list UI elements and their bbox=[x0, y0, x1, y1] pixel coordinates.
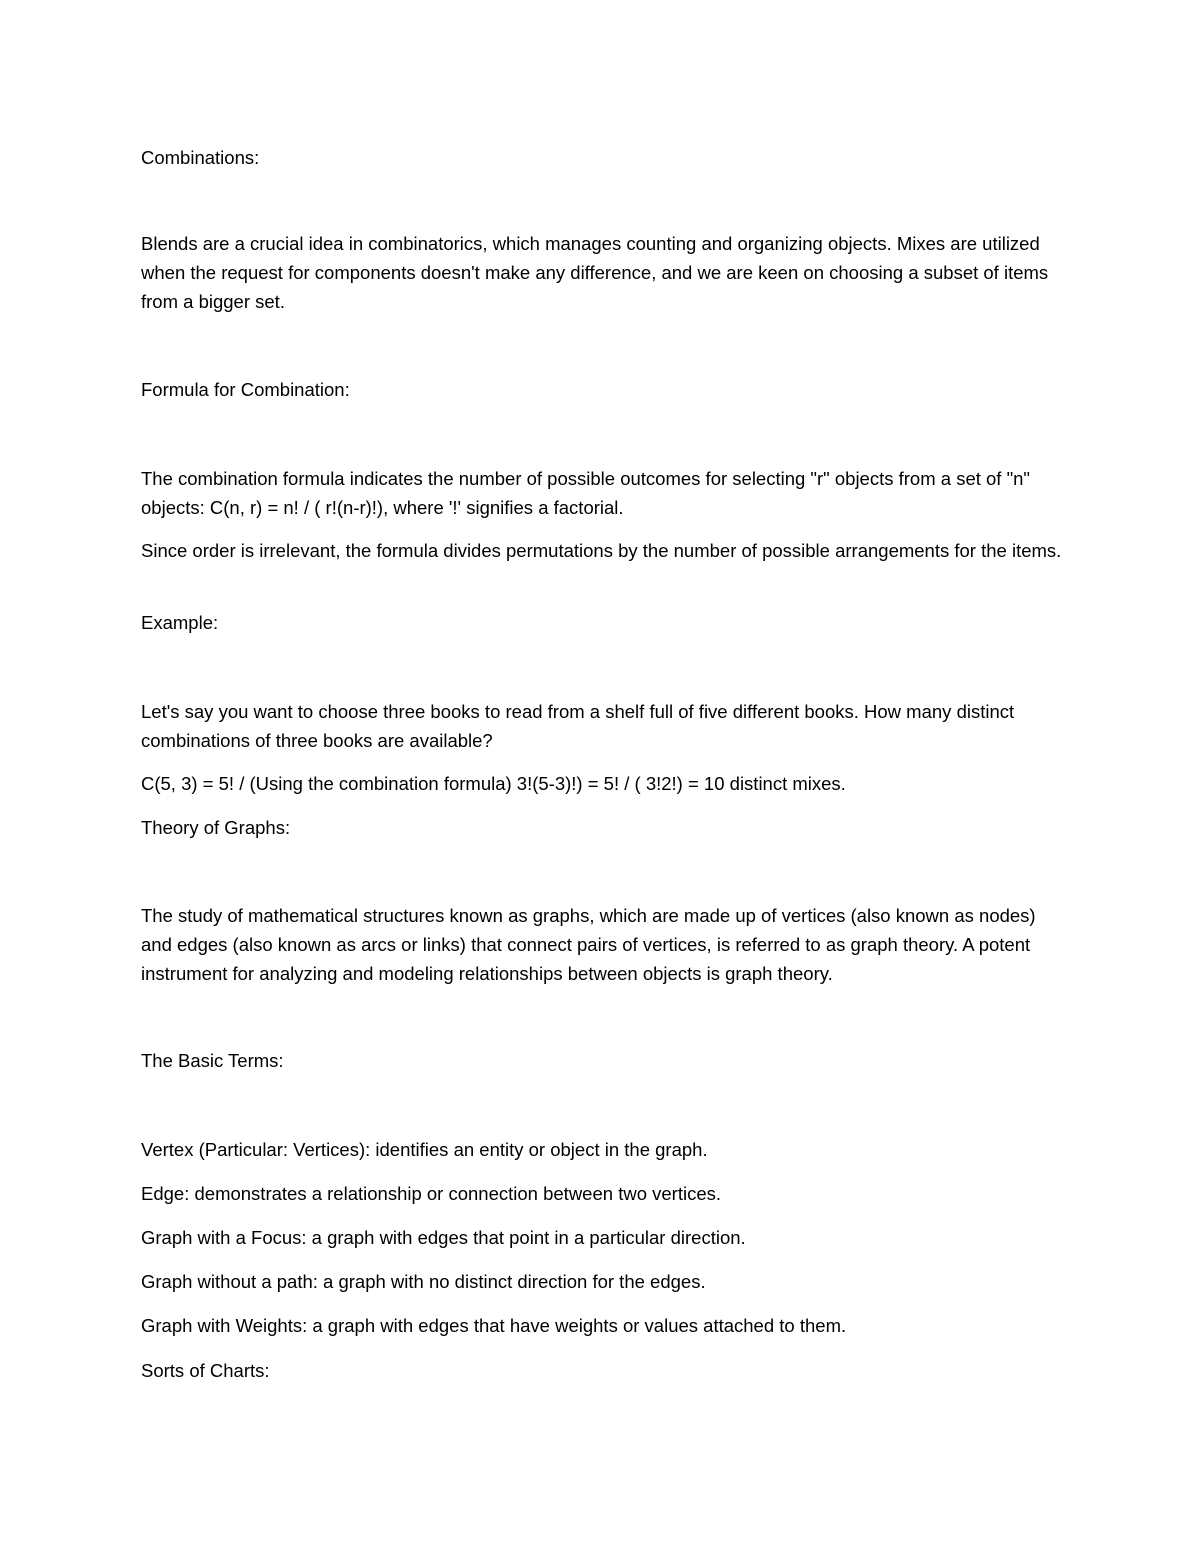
formula-heading: Formula for Combination: bbox=[141, 379, 350, 400]
graphs-heading: Theory of Graphs: bbox=[141, 817, 291, 838]
term-vertex-paragraph: Vertex (Particular: Vertices): identifies an entity or object in the graph. bbox=[141, 1139, 708, 1160]
term-focus-paragraph: Graph with a Focus: a graph with edges that point in a particular direction. bbox=[141, 1227, 746, 1248]
charts-heading: Sorts of Charts: bbox=[141, 1360, 270, 1381]
example-question-paragraph: Let's say you want to choose three books to read from a shelf full of five different books. How many distinct combinations of three books are available? bbox=[141, 701, 1015, 751]
example-solution-paragraph: C(5, 3) = 5! / (Using the combination formula) 3!(5-3)!) = 5! / ( 3!2!) = 10 distinct mixes. bbox=[141, 773, 846, 794]
order-note-paragraph: Since order is irrelevant, the formula divides permutations by the number of possible arrangements for the items. bbox=[141, 540, 1062, 561]
formula-description-paragraph: The combination formula indicates the number of possible outcomes for selecting "r" objects from a set of "n" objects: C(n, r) = n! / ( r!(n-r)!), where '!' signifies a factorial. bbox=[141, 468, 1031, 518]
combinations-heading: Combinations: bbox=[141, 147, 260, 168]
term-weights-paragraph: Graph with Weights: a graph with edges that have weights or values attached to them. bbox=[141, 1315, 847, 1336]
term-without-path-paragraph: Graph without a path: a graph with no distinct direction for the edges. bbox=[141, 1271, 706, 1292]
term-edge-paragraph: Edge: demonstrates a relationship or connection between two vertices. bbox=[141, 1183, 721, 1204]
combinations-intro-paragraph: Blends are a crucial idea in combinatorics, which manages counting and organizing objects. Mixes are utilized when the request for components doesn't make any difference, and we are keen on choosing a subset of items from a bigger set. bbox=[141, 233, 1049, 312]
example-heading: Example: bbox=[141, 612, 219, 633]
basic-terms-heading: The Basic Terms: bbox=[141, 1050, 284, 1071]
graphs-intro-paragraph: The study of mathematical structures known as graphs, which are made up of vertices (also known as nodes) and edges (also known as arcs or links) that connect pairs of vertices, is referred to as graph theory. A potent instrument for analyzing and modeling relationships between objects is graph theory. bbox=[141, 905, 1036, 984]
